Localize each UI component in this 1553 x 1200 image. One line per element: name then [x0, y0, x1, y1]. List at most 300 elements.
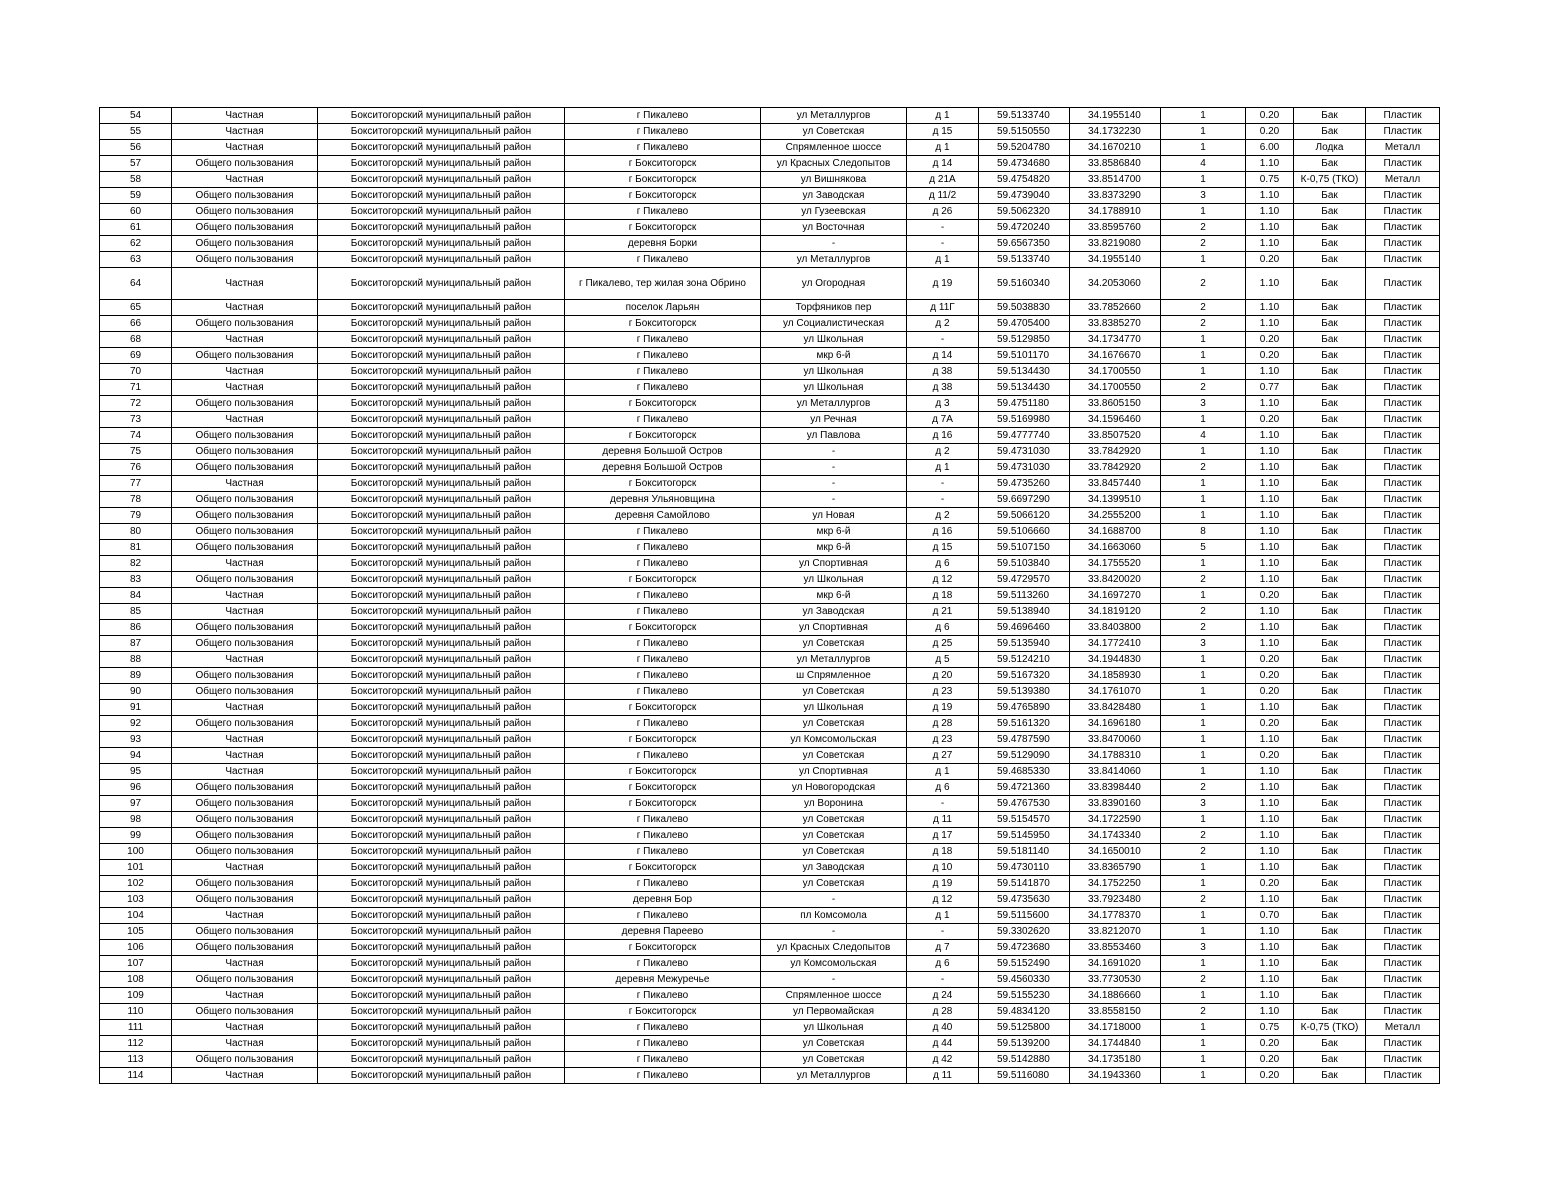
house-cell: д 28: [907, 716, 979, 732]
district-cell: Бокситогорский муниципальный район: [318, 444, 565, 460]
row-number-cell: 61: [100, 220, 172, 236]
house-cell: д 15: [907, 540, 979, 556]
volume-cell: 1.10: [1246, 444, 1294, 460]
house-cell: д 14: [907, 156, 979, 172]
row-number-cell: 113: [100, 1052, 172, 1068]
container-type-cell: Бак: [1294, 796, 1366, 812]
street-cell: -: [761, 236, 907, 252]
street-cell: ул Огородная: [761, 268, 907, 300]
material-cell: Пластик: [1366, 156, 1440, 172]
material-cell: Пластик: [1366, 364, 1440, 380]
table-row: [100, 156, 1440, 172]
material-cell: Пластик: [1366, 508, 1440, 524]
table-row: [100, 300, 1440, 316]
latitude-cell: 59.4777740: [979, 428, 1070, 444]
longitude-cell: 33.7852660: [1070, 300, 1161, 316]
container-type-cell: Бак: [1294, 620, 1366, 636]
street-cell: ул Советская: [761, 876, 907, 892]
settlement-cell: г Бокситогорск: [565, 764, 761, 780]
row-number-cell: 102: [100, 876, 172, 892]
material-cell: Пластик: [1366, 332, 1440, 348]
district-cell: Бокситогорский муниципальный район: [318, 396, 565, 412]
ownership-cell: Частная: [172, 556, 318, 572]
volume-cell: 0.20: [1246, 252, 1294, 268]
material-cell: Пластик: [1366, 460, 1440, 476]
settlement-cell: г Бокситогорск: [565, 156, 761, 172]
latitude-cell: 59.4560330: [979, 972, 1070, 988]
district-cell: Бокситогорский муниципальный район: [318, 844, 565, 860]
settlement-cell: деревня Ульяновщина: [565, 492, 761, 508]
longitude-cell: 34.1955140: [1070, 108, 1161, 124]
settlement-cell: г Пикалево: [565, 604, 761, 620]
container-count-cell: 1: [1161, 956, 1246, 972]
house-cell: д 18: [907, 588, 979, 604]
material-cell: Пластик: [1366, 380, 1440, 396]
district-cell: Бокситогорский муниципальный район: [318, 700, 565, 716]
row-number-cell: 65: [100, 300, 172, 316]
container-type-cell: Бак: [1294, 316, 1366, 332]
settlement-cell: деревня Межуречье: [565, 972, 761, 988]
street-cell: ул Металлургов: [761, 252, 907, 268]
container-type-cell: Бак: [1294, 780, 1366, 796]
settlement-cell: г Пикалево: [565, 348, 761, 364]
container-type-cell: Бак: [1294, 252, 1366, 268]
container-count-cell: 3: [1161, 636, 1246, 652]
ownership-cell: Общего пользования: [172, 924, 318, 940]
settlement-cell: г Пикалево: [565, 908, 761, 924]
ownership-cell: Общего пользования: [172, 492, 318, 508]
district-cell: Бокситогорский муниципальный район: [318, 796, 565, 812]
longitude-cell: 33.8212070: [1070, 924, 1161, 940]
material-cell: Пластик: [1366, 556, 1440, 572]
container-count-cell: 2: [1161, 828, 1246, 844]
container-count-cell: 1: [1161, 1068, 1246, 1084]
latitude-cell: 59.5134430: [979, 364, 1070, 380]
table-row: [100, 940, 1440, 956]
district-cell: Бокситогорский муниципальный район: [318, 140, 565, 156]
table-row: [100, 572, 1440, 588]
settlement-cell: г Пикалево: [565, 684, 761, 700]
container-type-cell: Бак: [1294, 1052, 1366, 1068]
container-type-cell: Бак: [1294, 508, 1366, 524]
table-row: [100, 716, 1440, 732]
ownership-cell: Общего пользования: [172, 780, 318, 796]
container-count-cell: 2: [1161, 300, 1246, 316]
settlement-cell: г Бокситогорск: [565, 396, 761, 412]
material-cell: Пластик: [1366, 956, 1440, 972]
district-cell: Бокситогорский муниципальный район: [318, 940, 565, 956]
district-cell: Бокситогорский муниципальный район: [318, 828, 565, 844]
district-cell: Бокситогорский муниципальный район: [318, 300, 565, 316]
longitude-cell: 33.8507520: [1070, 428, 1161, 444]
ownership-cell: Частная: [172, 908, 318, 924]
ownership-cell: Частная: [172, 956, 318, 972]
container-type-cell: Бак: [1294, 892, 1366, 908]
longitude-cell: 33.8398440: [1070, 780, 1161, 796]
container-count-cell: 1: [1161, 364, 1246, 380]
row-number-cell: 58: [100, 172, 172, 188]
street-cell: Спрямленное шоссе: [761, 140, 907, 156]
house-cell: д 17: [907, 828, 979, 844]
longitude-cell: 34.1744840: [1070, 1036, 1161, 1052]
table-row: [100, 524, 1440, 540]
table-row: [100, 348, 1440, 364]
house-cell: д 42: [907, 1052, 979, 1068]
row-number-cell: 60: [100, 204, 172, 220]
latitude-cell: 59.5169980: [979, 412, 1070, 428]
latitude-cell: 59.4696460: [979, 620, 1070, 636]
longitude-cell: 33.8457440: [1070, 476, 1161, 492]
material-cell: Пластик: [1366, 108, 1440, 124]
ownership-cell: Общего пользования: [172, 940, 318, 956]
volume-cell: 6.00: [1246, 140, 1294, 156]
house-cell: д 6: [907, 780, 979, 796]
table-row: [100, 460, 1440, 476]
street-cell: ул Комсомольская: [761, 732, 907, 748]
row-number-cell: 77: [100, 476, 172, 492]
longitude-cell: 34.1735180: [1070, 1052, 1161, 1068]
district-cell: Бокситогорский муниципальный район: [318, 428, 565, 444]
settlement-cell: г Бокситогорск: [565, 188, 761, 204]
row-number-cell: 110: [100, 1004, 172, 1020]
row-number-cell: 93: [100, 732, 172, 748]
latitude-cell: 59.5124210: [979, 652, 1070, 668]
longitude-cell: 34.1819120: [1070, 604, 1161, 620]
container-type-cell: Бак: [1294, 108, 1366, 124]
container-count-cell: 1: [1161, 652, 1246, 668]
row-number-cell: 111: [100, 1020, 172, 1036]
house-cell: д 16: [907, 428, 979, 444]
settlement-cell: г Бокситогорск: [565, 732, 761, 748]
ownership-cell: Общего пользования: [172, 636, 318, 652]
longitude-cell: 34.1761070: [1070, 684, 1161, 700]
district-cell: Бокситогорский муниципальный район: [318, 876, 565, 892]
latitude-cell: 59.4730110: [979, 860, 1070, 876]
table-row: [100, 828, 1440, 844]
material-cell: Пластик: [1366, 876, 1440, 892]
table-row: [100, 860, 1440, 876]
street-cell: ул Новогородская: [761, 780, 907, 796]
district-cell: Бокситогорский муниципальный район: [318, 924, 565, 940]
container-count-cell: 2: [1161, 460, 1246, 476]
longitude-cell: 33.8605150: [1070, 396, 1161, 412]
district-cell: Бокситогорский муниципальный район: [318, 764, 565, 780]
volume-cell: 0.20: [1246, 1068, 1294, 1084]
ownership-cell: Частная: [172, 476, 318, 492]
volume-cell: 1.10: [1246, 700, 1294, 716]
settlement-cell: деревня Пареево: [565, 924, 761, 940]
table-row: [100, 204, 1440, 220]
container-count-cell: 2: [1161, 972, 1246, 988]
material-cell: Пластик: [1366, 972, 1440, 988]
street-cell: ул Школьная: [761, 700, 907, 716]
latitude-cell: 59.6697290: [979, 492, 1070, 508]
settlement-cell: г Пикалево: [565, 668, 761, 684]
material-cell: Пластик: [1366, 716, 1440, 732]
district-cell: Бокситогорский муниципальный район: [318, 716, 565, 732]
material-cell: Пластик: [1366, 652, 1440, 668]
settlement-cell: г Пикалево: [565, 1036, 761, 1052]
row-number-cell: 73: [100, 412, 172, 428]
house-cell: -: [907, 332, 979, 348]
house-cell: д 1: [907, 764, 979, 780]
district-cell: Бокситогорский муниципальный район: [318, 252, 565, 268]
district-cell: Бокситогорский муниципальный район: [318, 508, 565, 524]
latitude-cell: 59.5155230: [979, 988, 1070, 1004]
ownership-cell: Частная: [172, 732, 318, 748]
row-number-cell: 90: [100, 684, 172, 700]
table-row: [100, 620, 1440, 636]
street-cell: ул Советская: [761, 828, 907, 844]
settlement-cell: г Бокситогорск: [565, 940, 761, 956]
material-cell: Пластик: [1366, 924, 1440, 940]
table-row: [100, 476, 1440, 492]
container-count-cell: 1: [1161, 668, 1246, 684]
volume-cell: 1.10: [1246, 476, 1294, 492]
container-type-cell: Бак: [1294, 524, 1366, 540]
table-row: [100, 588, 1440, 604]
latitude-cell: 59.5145950: [979, 828, 1070, 844]
ownership-cell: Общего пользования: [172, 188, 318, 204]
latitude-cell: 59.4721360: [979, 780, 1070, 796]
settlement-cell: г Пикалево: [565, 748, 761, 764]
street-cell: ул Речная: [761, 412, 907, 428]
latitude-cell: 59.5066120: [979, 508, 1070, 524]
ownership-cell: Общего пользования: [172, 428, 318, 444]
latitude-cell: 59.5152490: [979, 956, 1070, 972]
material-cell: Пластик: [1366, 572, 1440, 588]
table-row: [100, 1020, 1440, 1036]
table-row: [100, 988, 1440, 1004]
latitude-cell: 59.5139380: [979, 684, 1070, 700]
settlement-cell: г Пикалево: [565, 956, 761, 972]
container-count-cell: 2: [1161, 1004, 1246, 1020]
material-cell: Пластик: [1366, 988, 1440, 1004]
row-number-cell: 63: [100, 252, 172, 268]
longitude-cell: 33.7730530: [1070, 972, 1161, 988]
row-number-cell: 89: [100, 668, 172, 684]
volume-cell: 1.10: [1246, 988, 1294, 1004]
volume-cell: 0.20: [1246, 1052, 1294, 1068]
ownership-cell: Общего пользования: [172, 668, 318, 684]
container-type-cell: Бак: [1294, 492, 1366, 508]
latitude-cell: 59.5038830: [979, 300, 1070, 316]
container-count-cell: 1: [1161, 204, 1246, 220]
house-cell: д 1: [907, 108, 979, 124]
house-cell: д 1: [907, 460, 979, 476]
street-cell: ул Павлова: [761, 428, 907, 444]
material-cell: Пластик: [1366, 620, 1440, 636]
settlement-cell: г Пикалево: [565, 380, 761, 396]
table-row: [100, 700, 1440, 716]
district-cell: Бокситогорский муниципальный район: [318, 652, 565, 668]
district-cell: Бокситогорский муниципальный район: [318, 1020, 565, 1036]
latitude-cell: 59.5138940: [979, 604, 1070, 620]
latitude-cell: 59.4834120: [979, 1004, 1070, 1020]
volume-cell: 1.10: [1246, 524, 1294, 540]
container-count-cell: 1: [1161, 508, 1246, 524]
latitude-cell: 59.4705400: [979, 316, 1070, 332]
container-count-cell: 3: [1161, 188, 1246, 204]
longitude-cell: 34.1700550: [1070, 380, 1161, 396]
street-cell: ул Школьная: [761, 572, 907, 588]
house-cell: д 11: [907, 812, 979, 828]
district-cell: Бокситогорский муниципальный район: [318, 620, 565, 636]
street-cell: мкр 6-й: [761, 588, 907, 604]
latitude-cell: 59.4765890: [979, 700, 1070, 716]
street-cell: ул Заводская: [761, 860, 907, 876]
district-cell: Бокситогорский муниципальный район: [318, 908, 565, 924]
house-cell: д 7: [907, 940, 979, 956]
latitude-cell: 59.5139200: [979, 1036, 1070, 1052]
latitude-cell: 59.5142880: [979, 1052, 1070, 1068]
street-cell: ул Первомайская: [761, 1004, 907, 1020]
container-count-cell: 1: [1161, 556, 1246, 572]
table-row: [100, 812, 1440, 828]
container-count-cell: 1: [1161, 412, 1246, 428]
district-cell: Бокситогорский муниципальный район: [318, 188, 565, 204]
longitude-cell: 34.1718000: [1070, 1020, 1161, 1036]
ownership-cell: Общего пользования: [172, 236, 318, 252]
volume-cell: 0.75: [1246, 172, 1294, 188]
material-cell: Пластик: [1366, 908, 1440, 924]
container-count-cell: 1: [1161, 860, 1246, 876]
street-cell: ш Спрямленное: [761, 668, 907, 684]
longitude-cell: 34.1772410: [1070, 636, 1161, 652]
street-cell: ул Металлургов: [761, 652, 907, 668]
house-cell: д 19: [907, 876, 979, 892]
table-row: [100, 1068, 1440, 1084]
container-count-cell: 2: [1161, 892, 1246, 908]
longitude-cell: 34.1944830: [1070, 652, 1161, 668]
container-count-cell: 4: [1161, 156, 1246, 172]
container-count-cell: 2: [1161, 844, 1246, 860]
volume-cell: 0.77: [1246, 380, 1294, 396]
volume-cell: 0.20: [1246, 652, 1294, 668]
latitude-cell: 59.5135940: [979, 636, 1070, 652]
container-count-cell: 4: [1161, 428, 1246, 444]
street-cell: пл Комсомола: [761, 908, 907, 924]
house-cell: д 11/2: [907, 188, 979, 204]
house-cell: д 5: [907, 652, 979, 668]
row-number-cell: 105: [100, 924, 172, 940]
material-cell: Пластик: [1366, 204, 1440, 220]
house-cell: д 11Г: [907, 300, 979, 316]
house-cell: д 38: [907, 380, 979, 396]
container-type-cell: Бак: [1294, 812, 1366, 828]
container-type-cell: Бак: [1294, 348, 1366, 364]
container-count-cell: 1: [1161, 252, 1246, 268]
house-cell: д 1: [907, 252, 979, 268]
container-count-cell: 1: [1161, 988, 1246, 1004]
street-cell: ул Школьная: [761, 1020, 907, 1036]
container-type-cell: Бак: [1294, 188, 1366, 204]
row-number-cell: 76: [100, 460, 172, 476]
table-row: [100, 764, 1440, 780]
longitude-cell: 34.1697270: [1070, 588, 1161, 604]
longitude-cell: 34.1943360: [1070, 1068, 1161, 1084]
container-type-cell: Бак: [1294, 956, 1366, 972]
row-number-cell: 68: [100, 332, 172, 348]
street-cell: ул Советская: [761, 1036, 907, 1052]
volume-cell: 1.10: [1246, 156, 1294, 172]
material-cell: Пластик: [1366, 748, 1440, 764]
container-count-cell: 1: [1161, 924, 1246, 940]
container-type-cell: Бак: [1294, 604, 1366, 620]
row-number-cell: 80: [100, 524, 172, 540]
ownership-cell: Частная: [172, 1036, 318, 1052]
district-cell: Бокситогорский муниципальный район: [318, 780, 565, 796]
longitude-cell: 33.7842920: [1070, 444, 1161, 460]
street-cell: ул Социалистическая: [761, 316, 907, 332]
table-row: [100, 540, 1440, 556]
latitude-cell: 59.5115600: [979, 908, 1070, 924]
settlement-cell: г Пикалево: [565, 140, 761, 156]
table-row: [100, 908, 1440, 924]
district-cell: Бокситогорский муниципальный район: [318, 348, 565, 364]
latitude-cell: 59.5116080: [979, 1068, 1070, 1084]
row-number-cell: 55: [100, 124, 172, 140]
settlement-cell: г Бокситогорск: [565, 1004, 761, 1020]
district-cell: Бокситогорский муниципальный район: [318, 156, 565, 172]
latitude-cell: 59.4729570: [979, 572, 1070, 588]
material-cell: Пластик: [1366, 348, 1440, 364]
settlement-cell: г Пикалево: [565, 876, 761, 892]
container-count-cell: 1: [1161, 476, 1246, 492]
longitude-cell: 34.1858930: [1070, 668, 1161, 684]
ownership-cell: Частная: [172, 268, 318, 300]
latitude-cell: 59.5133740: [979, 108, 1070, 124]
house-cell: д 15: [907, 124, 979, 140]
district-cell: Бокситогорский муниципальный район: [318, 860, 565, 876]
district-cell: Бокситогорский муниципальный район: [318, 748, 565, 764]
volume-cell: 1.10: [1246, 828, 1294, 844]
latitude-cell: 59.4751180: [979, 396, 1070, 412]
settlement-cell: г Пикалево: [565, 1052, 761, 1068]
ownership-cell: Частная: [172, 988, 318, 1004]
container-count-cell: 1: [1161, 764, 1246, 780]
container-type-cell: Бак: [1294, 204, 1366, 220]
container-count-cell: 1: [1161, 588, 1246, 604]
container-type-cell: Бак: [1294, 748, 1366, 764]
district-cell: Бокситогорский муниципальный район: [318, 540, 565, 556]
container-type-cell: Бак: [1294, 636, 1366, 652]
container-type-cell: К-0,75 (ТКО): [1294, 1020, 1366, 1036]
house-cell: д 40: [907, 1020, 979, 1036]
row-number-cell: 97: [100, 796, 172, 812]
table-row: [100, 1052, 1440, 1068]
house-cell: -: [907, 924, 979, 940]
row-number-cell: 84: [100, 588, 172, 604]
table-row: [100, 652, 1440, 668]
row-number-cell: 98: [100, 812, 172, 828]
settlement-cell: г Бокситогорск: [565, 316, 761, 332]
district-cell: Бокситогорский муниципальный район: [318, 108, 565, 124]
table-row: [100, 1004, 1440, 1020]
longitude-cell: 33.8219080: [1070, 236, 1161, 252]
longitude-cell: 33.8595760: [1070, 220, 1161, 236]
house-cell: д 19: [907, 700, 979, 716]
volume-cell: 0.20: [1246, 332, 1294, 348]
longitude-cell: 33.8586840: [1070, 156, 1161, 172]
district-cell: Бокситогорский муниципальный район: [318, 460, 565, 476]
container-count-cell: 2: [1161, 620, 1246, 636]
street-cell: ул Красных Следопытов: [761, 156, 907, 172]
row-number-cell: 56: [100, 140, 172, 156]
latitude-cell: 59.5181140: [979, 844, 1070, 860]
material-cell: Пластик: [1366, 604, 1440, 620]
material-cell: Пластик: [1366, 316, 1440, 332]
